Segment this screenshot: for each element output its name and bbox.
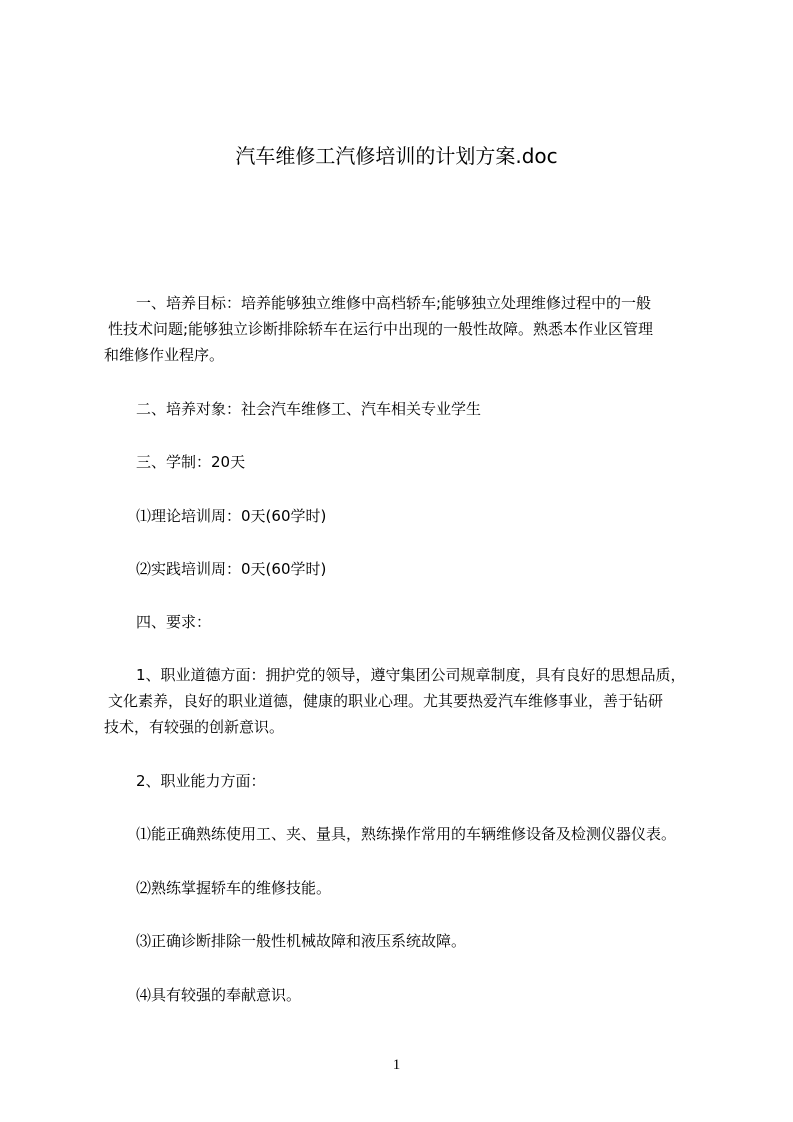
paragraph-line: 技术，有较强的创新意识。: [104, 718, 285, 736]
paragraph-line: 四、要求：: [136, 613, 212, 631]
paragraph-line: 2、职业能力方面：: [136, 772, 266, 790]
paragraph-line: 和维修作业程序。: [104, 346, 225, 364]
paragraph-line: ⑴能正确熟练使用工、夹、量具，熟练操作常用的车辆维修设备及检测仪器仪表。: [136, 825, 677, 843]
paragraph-training-targets: [104, 396, 724, 422]
paragraph-line: 三、学制：20天: [136, 453, 246, 471]
paragraph-line: 1、职业道德方面：拥护党的领导，遵守集团公司规章制度，具有良好的思想品质，: [136, 666, 686, 684]
paragraph-requirements-heading: [104, 609, 724, 635]
paragraph-line: ⑴理论培训周：0天(60学时): [136, 507, 327, 525]
paragraph-ability-item-4: [104, 982, 724, 1008]
paragraph-line: ⑶正确诊断排除一般性机械故障和液压系统故障。: [136, 932, 467, 950]
document-title: 汽车维修工汽修培训的计划方案.doc: [235, 144, 558, 168]
paragraph-line: 一、培养目标：培养能够独立维修中高档轿车;能够独立处理维修过程中的一般: [136, 294, 652, 312]
paragraph-training-goals: [104, 290, 724, 368]
paragraph-line: ⑵实践培训周：0天(60学时): [136, 560, 327, 578]
paragraph-practice-weeks: [104, 556, 724, 582]
paragraph-line: 性技术问题;能够独立诊断排除轿车在运行中出现的一般性故障。熟悉本作业区管理: [108, 320, 654, 338]
paragraph-line: ⑵熟练掌握轿车的维修技能。: [136, 879, 332, 897]
paragraph-theory-weeks: [104, 503, 724, 529]
paragraph-professional-ability: [104, 768, 724, 794]
paragraph-line: 文化素养，良好的职业道德，健康的职业心理。尤其要热爱汽车维修事业，善于钻研: [108, 692, 664, 710]
paragraph-ability-item-3: [104, 928, 724, 954]
paragraph-ability-item-1: [104, 821, 724, 847]
paragraph-professional-ethics: [104, 662, 724, 740]
paragraph-ability-item-2: [104, 875, 724, 901]
paragraph-line: ⑷具有较强的奉献意识。: [136, 986, 302, 1004]
paragraph-line: 二、培养对象：社会汽车维修工、汽车相关专业学生: [136, 400, 482, 418]
page-number: 1: [392, 1057, 401, 1073]
paragraph-duration: [104, 449, 724, 475]
